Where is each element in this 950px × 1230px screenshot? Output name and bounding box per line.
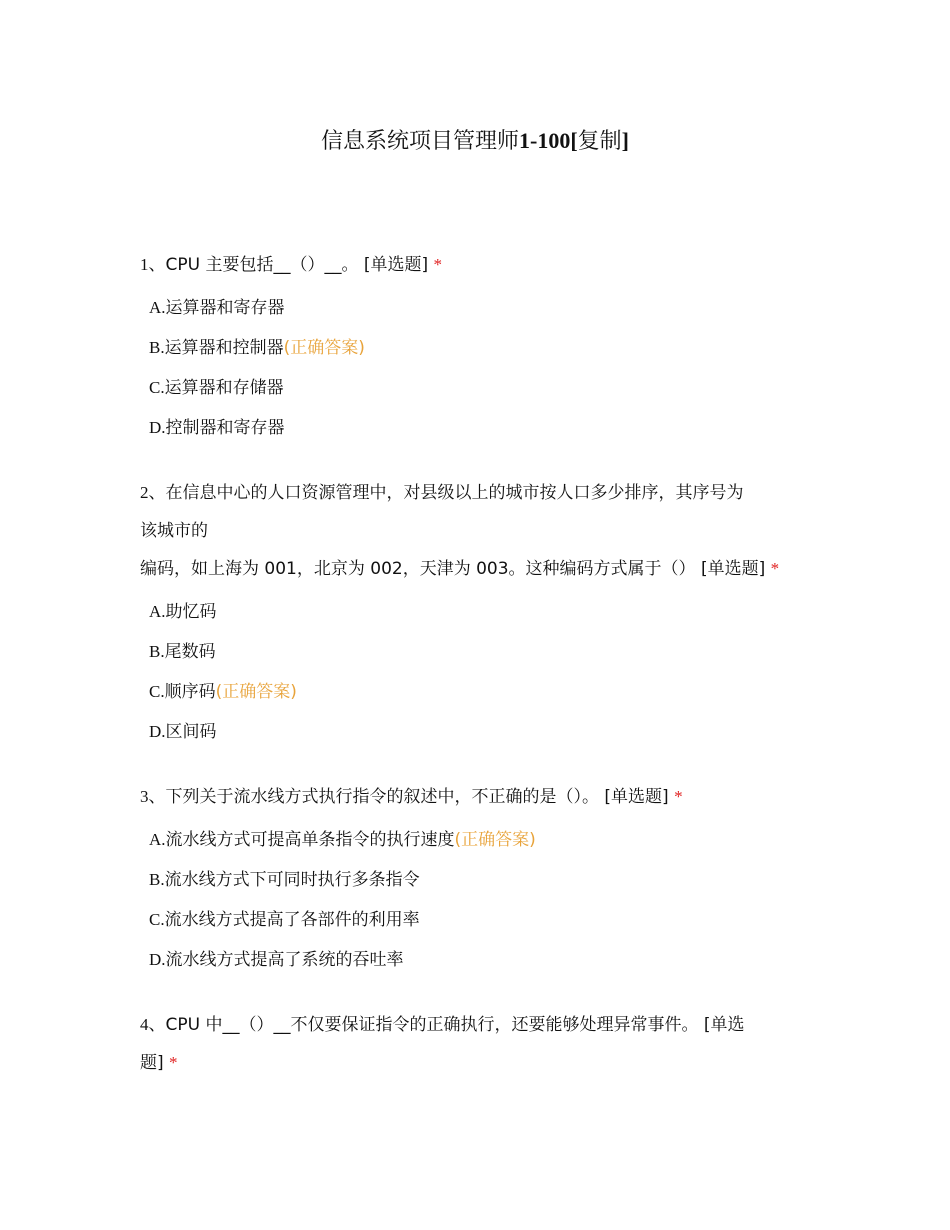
question-stem — [140, 1006, 820, 1082]
question-number: 2、 — [140, 483, 166, 502]
question-number: 4、 — [140, 1015, 166, 1034]
title-range: 1-100[ — [519, 127, 578, 153]
question-text-line-1: CPU 中__（）__不仅要保证指令的正确执行，还要能够处理异常事件。 [单选 — [165, 1015, 745, 1035]
page-title — [0, 125, 950, 158]
option-a[interactable]: A.运算器和寄存器 — [149, 298, 285, 318]
option-b[interactable]: B.尾数码 — [149, 642, 216, 662]
option-a[interactable]: A.助忆码 — [149, 602, 217, 622]
question-type: [单选题] — [363, 255, 429, 275]
title-main: 信息系统项目管理师 — [320, 128, 519, 154]
title-suffix: 复制 — [577, 128, 622, 154]
question-list — [140, 246, 820, 1108]
question-stem — [140, 778, 820, 816]
question-number: 3、 — [140, 787, 166, 806]
question-number: 1、 — [140, 255, 166, 274]
option-d[interactable]: D.区间码 — [149, 722, 217, 742]
question-text: 下列关于流水线方式执行指令的叙述中，不正确的是（）。 — [165, 787, 605, 807]
question-2 — [140, 474, 820, 752]
option-b[interactable]: B.流水线方式下可同时执行多条指令 — [149, 870, 420, 890]
question-text-line-1: 在信息中心的人口资源管理中，对县级以上的城市按人口多少排序，其序号为 — [165, 483, 744, 503]
question-3 — [140, 778, 820, 980]
option-d[interactable]: D.控制器和寄存器 — [149, 418, 285, 438]
option-d[interactable]: D.流水线方式提高了系统的吞吐率 — [149, 950, 404, 970]
question-text-line-3: 编码，如上海为 001，北京为 002，天津为 003。这种编码方式属于（） — [140, 559, 701, 579]
question-stem — [140, 474, 820, 588]
required-mark: * — [674, 787, 683, 806]
question-type: [单选题] — [700, 559, 766, 579]
option-a[interactable]: A.流水线方式可提高单条指令的执行速度(正确答案) — [149, 830, 536, 850]
question-text-line-2: 该城市的 — [140, 521, 208, 541]
option-c[interactable]: C.顺序码(正确答案) — [149, 682, 297, 702]
option-list — [140, 592, 820, 752]
required-mark: * — [770, 559, 780, 578]
option-c[interactable]: C.流水线方式提高了各部件的利用率 — [149, 910, 420, 930]
question-text-line-2: 题] — [140, 1053, 170, 1073]
required-mark: * — [433, 255, 443, 274]
option-b[interactable]: B.运算器和控制器(正确答案) — [149, 338, 365, 358]
correct-answer-label: (正确答案) — [215, 682, 297, 702]
option-c[interactable]: C.运算器和存储器 — [149, 378, 284, 398]
question-type: [单选题] — [604, 787, 669, 807]
title-close: ] — [621, 127, 629, 153]
question-stem — [140, 246, 820, 284]
option-list — [140, 288, 820, 448]
question-1 — [140, 246, 820, 448]
question-text: CPU 主要包括__（）__。 — [165, 255, 364, 275]
correct-answer-label: (正确答案) — [283, 338, 365, 358]
question-4 — [140, 1006, 820, 1082]
required-mark: * — [169, 1053, 178, 1072]
correct-answer-label: (正确答案) — [454, 830, 536, 850]
option-list — [140, 820, 820, 980]
